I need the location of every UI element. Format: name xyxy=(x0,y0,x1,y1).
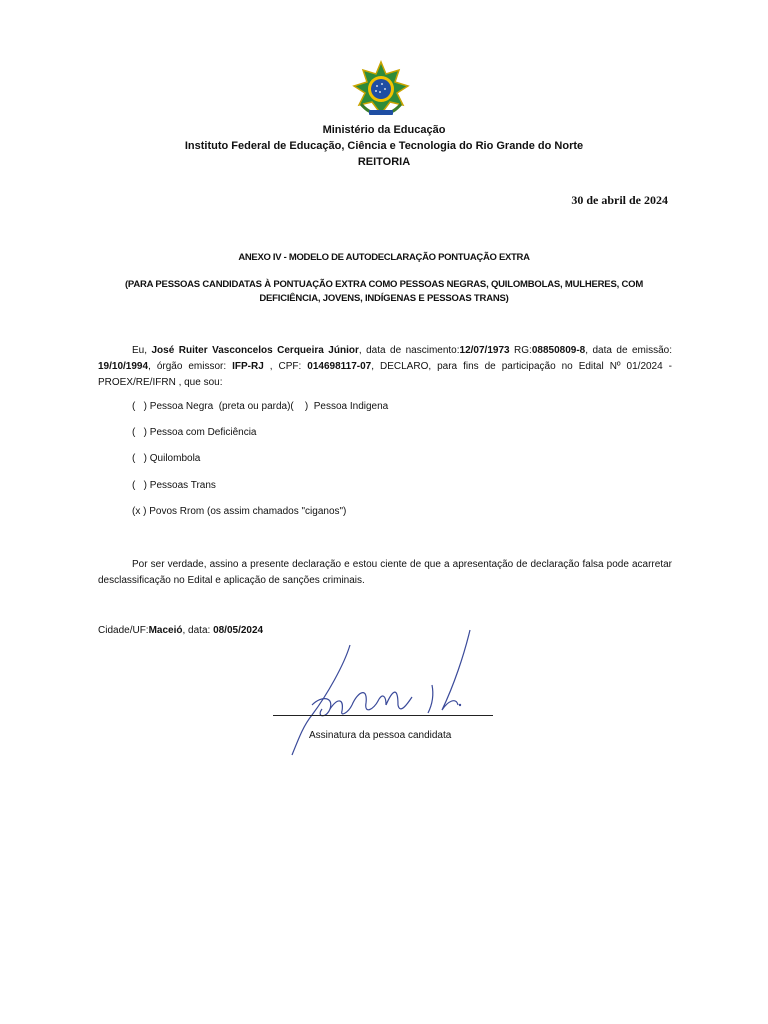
document-header xyxy=(0,122,768,170)
annex-subtitle: (PARA PESSOAS CANDIDATAS À PONTUAÇÃO EXTRA COMO PESSOAS NEGRAS, QUILOMBOLAS, MULHERES, COM DEFICIÊNCIA, JOVENS, INDÍGENAS E PESSOAS TRANS) xyxy=(124,279,644,304)
date-value: 08/05/2024 xyxy=(213,625,264,636)
option-trans: ( ) Pessoas Trans xyxy=(132,480,216,491)
brazil-coat-of-arms-icon xyxy=(351,60,411,120)
birth-date: 12/07/1973 xyxy=(459,345,510,356)
cpf-number: 014698117-07 xyxy=(307,361,372,372)
option-deficiencia: ( ) Pessoa com Deficiência xyxy=(132,427,257,438)
decl-text: RG: xyxy=(509,345,532,356)
date-label: , data: xyxy=(182,625,214,636)
issue-date: 19/10/1994 xyxy=(98,361,149,372)
handwritten-signature xyxy=(282,625,482,765)
decl-text: , DECLARO, para fins de participação no Edital Nº 01/2024 - PROEX/RE/IFRN , que sou: xyxy=(98,361,672,388)
rg-number: 08850809-8 xyxy=(531,345,586,356)
ministry-name: Ministério da Educação xyxy=(322,124,446,136)
city-date-line xyxy=(98,625,263,636)
decl-text: , data de nascimento: xyxy=(358,345,460,356)
decl-text: , data de emissão: xyxy=(585,345,672,356)
closing-paragraph: Por ser verdade, assino a presente declaração e estou ciente de que a apresentação de declaração falsa pode acarretar desclassificação no Edital e aplicação de sanções criminais. xyxy=(98,559,672,586)
decl-text: , órgão emissor: xyxy=(148,361,233,372)
candidate-name: José Ruiter Vasconcelos Cerqueira Júnior xyxy=(151,345,359,356)
option-negra-indigena: ( ) Pessoa Negra (preta ou parda)( ) Pessoa Indigena xyxy=(132,401,389,412)
document-date: 30 de abril de 2024 xyxy=(571,193,668,207)
option-quilombola: ( ) Quilombola xyxy=(132,453,201,464)
issuing-body: IFP-RJ xyxy=(232,361,264,372)
signature-line xyxy=(273,715,493,716)
declaration-paragraph xyxy=(98,343,672,391)
decl-text: Eu, xyxy=(132,345,152,356)
annex-title: ANEXO IV - MODELO DE AUTODECLARAÇÃO PONTUAÇÃO EXTRA xyxy=(238,252,530,263)
decl-text: , CPF: xyxy=(263,361,308,372)
city-value: Maceió xyxy=(148,625,183,636)
signature-label: Assinatura da pessoa candidata xyxy=(309,730,452,741)
department-name: REITORIA xyxy=(357,156,411,168)
city-label: Cidade/UF: xyxy=(98,625,149,636)
institute-name: Instituto Federal de Educação, Ciência e Tecnologia do Rio Grande do Norte xyxy=(184,140,584,152)
option-rrom: (x ) Povos Rrom (os assim chamados "ciganos") xyxy=(132,506,347,517)
